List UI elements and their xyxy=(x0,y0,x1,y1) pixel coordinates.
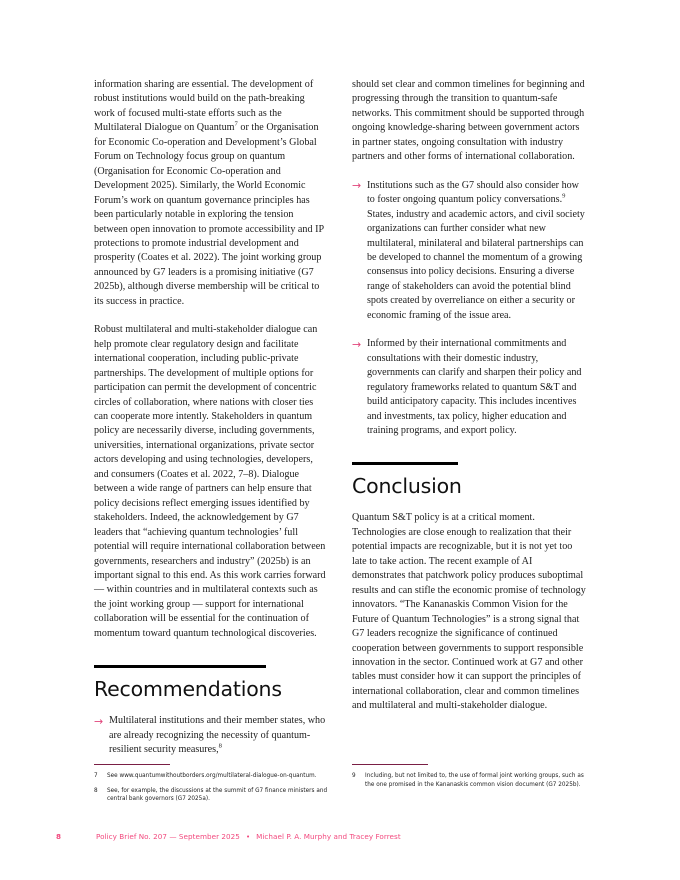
footnotes-area xyxy=(94,764,586,810)
bullet-text: Informed by their international commitments and consultations with their domestic industry, governments can clarify and sharpen their policy and regulatory frameworks related to quantum S&T and build anticipatory capacity. This includes incentives and investments, tax policy, higher education and training programs, and export policy. xyxy=(367,338,582,436)
footer-metadata xyxy=(96,832,401,841)
left-column xyxy=(94,78,328,756)
two-column-body xyxy=(94,78,586,756)
paragraph-text-part2: or the Organisation for Economic Co-operation and Development’s Global Forum on Technology focus group on quantum (Organisation for Economic Co-operation and Development 2025). Similarly, the World Economic Forum’s work on quantum governance principles has been particularly notable in exploring the tension between open innovation to promote accessibility and IP protections to promote industrial development and prosperity (Coates et al. 2022). The joint working group announced by G7 leaders is a promising initiative (G7 2025b), although diverse membership will be critical to its success in practice. xyxy=(94,122,324,307)
footnote-text: Including, but not limited to, the use of formal joint working groups, such as the one promised in the Kananaskis common vision document (G7 2025b). xyxy=(365,773,584,788)
paragraph-text-part1: information sharing are essential. The development of robust institutions would build on the path-breaking work of focused multi-state efforts such as the Multilateral Dialogue on Quantum xyxy=(94,79,314,134)
recommendations-section-header xyxy=(94,665,328,701)
page-number: 8 xyxy=(56,832,62,841)
right-column xyxy=(352,78,586,750)
list-item xyxy=(352,337,586,438)
heading-conclusion: Conclusion xyxy=(352,474,462,499)
conclusion-section-header xyxy=(352,462,586,498)
footnote-entry xyxy=(94,772,328,781)
list-item xyxy=(352,179,586,324)
paragraph-conclusion: Quantum S&T policy is at a critical moment. Technologies are close enough to realization that their potential impacts are recognizable, but it is not yet too late to take action. The recent example of AI demonstrates that patchwork policy produces suboptimal results and can stifle the economic promise of technology innovators. “The Kananaskis Common Vision for the Future of Quantum Technologies” is a strong signal that G7 leaders recognize the significance of continued cooperation between governments to support responsible innovation in the sector. Continued work at G7 and other tables must consider how it can support the principles of international collaboration, clear and common timelines and multilateral and multi-stakeholder dialogue. xyxy=(352,512,586,712)
page-footer xyxy=(56,832,616,841)
paragraph-continued-recommendation: should set clear and common timelines for beginning and progressing through the transition to quantum-safe networks. This commitment should be supported through ongoing knowledge-sharing between government actors in partner states, ongoing consultation with industry partners and other forms of international collaboration. xyxy=(352,79,585,163)
footnote-marker-8: 8 xyxy=(218,742,222,750)
footer-brief-title: Policy Brief No. 207 — September 2025 xyxy=(96,832,240,841)
footnote-marker-7: 7 xyxy=(234,121,238,128)
recommendations-list-left xyxy=(94,714,328,757)
arrow-right-icon: → xyxy=(352,179,362,193)
footnote-entry xyxy=(352,772,586,789)
bullet-text-before: Institutions such as the G7 should also consider how to foster ongoing quantum policy conversations. xyxy=(367,179,579,206)
footnotes-right-column xyxy=(352,764,586,810)
footnote-number: 9 xyxy=(352,773,356,780)
footer-separator-dot: • xyxy=(245,833,251,841)
footnote-entry xyxy=(94,787,328,804)
footnotes-left-column xyxy=(94,764,328,810)
arrow-right-icon: → xyxy=(352,337,362,351)
footnote-text: See, for example, the discussions at the summit of G7 finance ministers and central bank governors (G7 2025a). xyxy=(107,787,328,803)
footnote-marker-9: 9 xyxy=(562,192,566,200)
footnote-text: See www.quantumwithoutborders.org/multilateral-dialogue-on-quantum. xyxy=(107,773,317,780)
section-rule-conclusion xyxy=(352,462,458,465)
bullet-text: Multilateral institutions and their member states, who are already recognizing the necessity of quantum-resilient security measures, xyxy=(109,715,326,756)
list-item xyxy=(94,714,328,757)
footnote-separator-rule xyxy=(352,764,428,765)
heading-recommendations: Recommendations xyxy=(94,677,282,702)
section-rule-recommendations xyxy=(94,665,266,668)
footnote-separator-rule xyxy=(94,764,170,765)
arrow-right-icon: → xyxy=(94,714,104,728)
recommendations-list-right xyxy=(352,179,586,439)
footnote-number: 7 xyxy=(94,773,98,780)
paragraph-multilateral-dialogue: Robust multilateral and multi-stakeholder dialogue can help promote clear regulatory design and facilitate international cooperation, including public-private partnerships. The development of multiple options for participation can permit the development of concentric circles of collaboration, where nations with closer ties can cooperate more intently. Stakeholders in quantum policy are necessarily diverse, including governments, universities, international organizations, private sector actors developing and using technologies, developers, and consumers (Coates et al. 2022, 7–8). Dialogue between a wide range of partners can help ensure that policy decisions reflect emerging issues identified by stakeholders. Indeed, the acknowledgement by G7 leaders that “achieving quantum technologies’ full potential will require international collaboration between governments, researchers and industry” (2025b) is an important signal to this end. As this work carries forward — within countries and in multilateral contexts such as the joint working group — support for international collaboration will be essential for the continuation of momentum toward quantum technological discoveries. xyxy=(94,324,326,639)
footer-authors: Michael P. A. Murphy and Tracey Forrest xyxy=(256,832,401,841)
bullet-text-after: States, industry and academic actors, and civil society organizations can further consider what new multilateral, minilateral and bilateral partnerships can be developed to channel the momentum of a growing consensus into policy decisions. Ensuring a diverse range of stakeholders can avoid the potential blind spots created by overreliance on either a security or economic framing of the issue area. xyxy=(367,208,585,321)
footnote-number: 8 xyxy=(94,787,98,794)
paragraph-continued-from-previous-page xyxy=(94,78,328,309)
